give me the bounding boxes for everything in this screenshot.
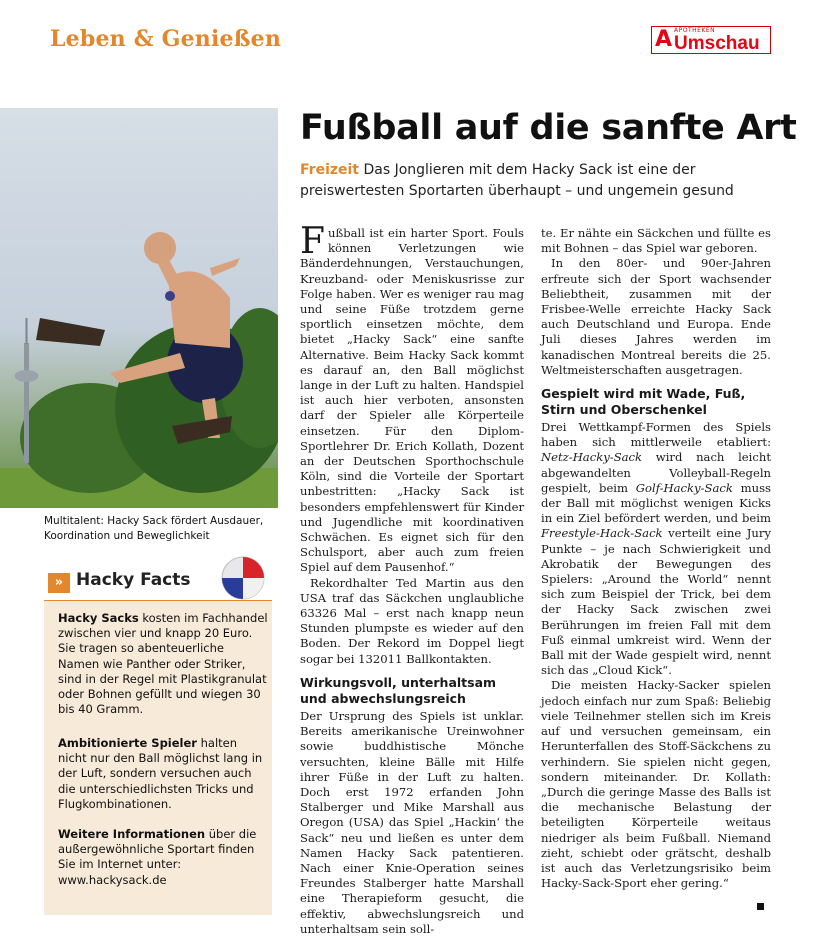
paragraph: Der Ursprung des Spiels ist unklar. Bereits amerikanische Ureinwohner sowie buddhistische Mönche versuchten, kleine Bälle mit Hilfe ihrer Füße in der Luft zu halten. Doch erst 1972 erfanden John Stalberger und Mike Marshall aus Oregon (USA) das Spiel „Hackin‘ the Sack“ neu und ließen es unter dem Namen Hacky Sack patentieren. Nach einer Knie-Operation seines Freundes Stalberger hatte Marshall eine Therapieform gesucht, die effektiv, abwechslungsreich und unterhaltsam sein soll- bbox=[300, 708, 524, 936]
paragraph: te. Er nähte ein Säckchen und füllte es mit Bohnen – das Spiel war geboren. bbox=[541, 226, 771, 256]
paragraph: Die meisten Hacky-Sacker spielen jedoch einfach nur zum Spaß: Beliebig viele Teilnehmer stellen sich im Kreis auf und versuchen gemeinsam, ein Herunterfallen des Stoff-Säckchens zu verhindern. Sie spielen nicht gegen, sondern miteinander. Dr. Kollath: „Durch die geringe Masse des Balls ist die mechanische Belastung der beteiligten Körperteile weitaus niedriger als beim Fußball. Niemand zieht, schiebt oder grätscht, deshalb ist auch das Verletzungsrisiko beim Hacky-Sack-Sport eher gering.“ bbox=[541, 678, 771, 891]
shoe bbox=[36, 318, 105, 346]
facts-paragraph-1: Hacky Sacks kosten im Fachhandel zwischen vier und knapp 20 Euro. Sie tragen so abenteuerliche Namen wie Panther oder Striker, sind in der Regel mit Plastikgranulat oder Bohnen gefüllt und wiegen 30 bis 40 Gramm. bbox=[58, 611, 268, 717]
apotheken-umschau-logo bbox=[651, 26, 771, 54]
tv-tower bbox=[24, 343, 29, 463]
facts-term: Ambitionierte Spieler bbox=[58, 736, 197, 750]
hacky-sack-ball-icon bbox=[220, 555, 266, 601]
facts-term: Weitere Informationen bbox=[58, 827, 206, 841]
chevron-right-icon: » bbox=[48, 573, 70, 593]
logo-big-text: Umschau bbox=[674, 32, 760, 54]
article-column-2 bbox=[541, 226, 771, 891]
dropcap: F bbox=[300, 221, 325, 262]
subheading: Gespielt wird mit Wade, Fuß, Stirn und Oberschenkel bbox=[541, 386, 746, 418]
article-column-1 bbox=[300, 221, 524, 937]
subheading: Wirkungsvoll, unterhaltsam und abwechslungsreich bbox=[300, 674, 497, 706]
hacky-facts-box bbox=[44, 563, 272, 915]
hacky-sack-photo bbox=[0, 108, 278, 508]
paragraph: Rekordhalter Ted Martin aus den USA traf das Säckchen unglaubliche 63326 Mal – erst nach knapp neun Stunden plumpste es wieder auf den Boden. Der Rekord im Doppel liegt sogar bei 132011 Ballkontakten. bbox=[300, 575, 524, 666]
photo-caption: Multitalent: Hacky Sack fördert Ausdauer, Koordination und Beweglichkeit bbox=[44, 515, 264, 542]
facts-paragraph-3: Weitere Informationen über die außergewöhnliche Sportart finden Sie im Internet unter: www.hackysack.de bbox=[58, 827, 257, 887]
facts-title: Hacky Facts bbox=[76, 570, 191, 590]
torso bbox=[168, 271, 230, 348]
section-title: Leben & Genießen bbox=[50, 26, 282, 52]
paragraph: Fußball ist ein harter Sport. Fouls können Verletzungen wie Bänderdehnungen, Verstauchungen, Kreuzband- oder Meniskusrisse zur Folge haben. Wer es weniger rau mag und seine Füße trotzdem gerne sportlich einsetzen möchte, dem bietet „Hacky Sack“ eine sanfte Alternative. Beim Hacky Sack kommt es darauf an, den Ball möglichst lange in der Luft zu halten. Handspiel ist auch hier verboten, ansonsten darf der Spieler alle Körperteile einsetzen. Für den Diplom-Sportlehrer Dr. Erich Kollath, Dozent an der Deutschen Sporthochschule Köln, sind die Vorteile der Sportart unbestritten: „Hacky Sack ist besonders empfehlenswert für Kinder und Jugendliche mit koordinativen Schwächen. Es eignet sich für den Schulsport, aber auch zum freien Spiel auf dem Pausenhof.“ bbox=[300, 221, 524, 575]
head bbox=[144, 232, 176, 264]
end-of-article-square-icon bbox=[757, 903, 764, 910]
apotheke-a-icon: A bbox=[655, 27, 673, 52]
logo-small-text: APOTHEKEN bbox=[674, 26, 716, 34]
facts-paragraph-2: Ambitionierte Spieler halten nicht nur den Ball möglichst lang in der Luft, sondern versuchen auch die unterschiedlichsten Tricks und Flugkombinationen. bbox=[58, 736, 263, 811]
hacky-sack-ball bbox=[165, 291, 175, 301]
article-lede: Freizeit Das Jonglieren mit dem Hacky Sack ist eine der preiswertesten Sportarten überhaupt – und ungemein gesund bbox=[300, 162, 734, 199]
photo-illustration bbox=[0, 108, 278, 508]
facts-url-link[interactable]: www.hackysack.de bbox=[58, 872, 167, 887]
paragraph: In den 80er- und 90er-Jahren erfreute sich der Sport wachsender Beliebtheit, zusammen mit der Frisbee-Welle erreichte Hacky Sack auch Deutschland und Europa. Ende Juli dieses Jahres werden im kanadischen Montreal bereits die 25. Weltmeisterschaften ausgetragen. bbox=[541, 256, 771, 377]
facts-header bbox=[44, 563, 272, 601]
facts-term: Hacky Sacks bbox=[58, 611, 139, 625]
article-kicker: Freizeit bbox=[300, 162, 360, 178]
article-headline: Fußball auf die sanfte Art bbox=[300, 108, 797, 148]
paragraph: Drei Wettkampf-Formen des Spiels haben sich mittlerweile etabliert: Netz-Hacky-Sack wird nach leicht abgewandelten Volleyball-Regeln gespielt, beim Golf-Hacky-Sack muss der Ball mit möglichst wenigen Kicks in ein Ziel befördert werden, und beim Freestyle-Hack-Sack verteilt eine Jury Punkte – je nach Schwierigkeit und Akrobatik der Bewegungen des Spielers: „Around the World“ nennt sich zum Beispiel der Trick, bei dem der Hacky Sack zwischen zwei Berührungen im freien Fall mit dem Fuß einmal umkreist wird. Wenn der Ball mit der Wade gespielt wird, nennt sich das „Cloud Kick“. bbox=[541, 420, 771, 678]
